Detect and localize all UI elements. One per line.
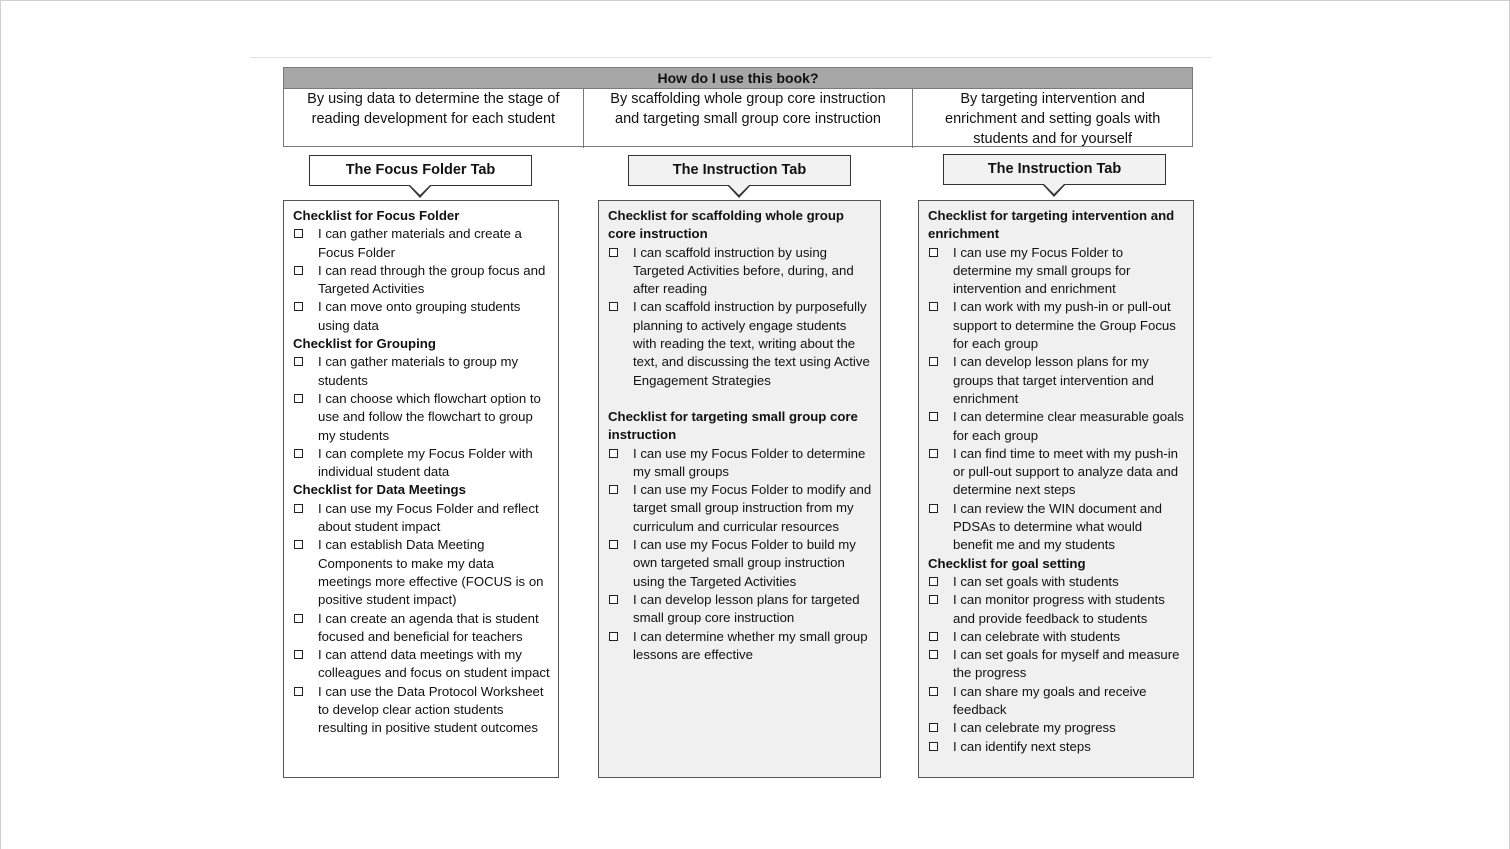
checkbox-icon	[929, 248, 938, 257]
checklist-item: I can use the Data Protocol Worksheet to develop clear action students resulting in positive student outcomes	[293, 683, 550, 738]
usage-table-header: How do I use this book?	[284, 68, 1192, 89]
checklist-item: I can identify next steps	[928, 738, 1185, 756]
tab-instruction-whole-group: The Instruction Tab	[628, 155, 851, 186]
tab-focus-folder: The Focus Folder Tab	[309, 155, 532, 186]
page-frame-top	[0, 0, 1510, 1]
section-spacer	[608, 390, 872, 408]
checklist-heading: Checklist for goal setting	[928, 555, 1086, 571]
checkbox-icon	[294, 357, 303, 366]
checkbox-icon	[929, 449, 938, 458]
page-frame-left	[0, 0, 1, 849]
usage-cell-scaffolding: By scaffolding whole group core instruction and targeting small group core instruction	[583, 89, 913, 148]
checklist-item: I can determine clear measurable goals for each group	[928, 408, 1185, 445]
checklist-item: I can scaffold instruction by using Targeted Activities before, during, and after reading	[608, 244, 872, 299]
checkbox-icon	[294, 449, 303, 458]
checkbox-icon	[294, 650, 303, 659]
checklist-item: I can determine whether my small group lessons are effective	[608, 628, 872, 665]
checklist-item: I can scaffold instruction by purposefully planning to actively engage students with reading the text, writing about the text, and discussing the text using Active Engagement Strategies	[608, 298, 872, 389]
checkbox-icon	[609, 302, 618, 311]
checklist-item: I can set goals for myself and measure the progress	[928, 646, 1185, 683]
checklist-item: I can move onto grouping students using data	[293, 298, 550, 335]
usage-table	[283, 67, 1193, 147]
checklist-item: I can attend data meetings with my colleagues and focus on student impact	[293, 646, 550, 683]
checklist-item: I can set goals with students	[928, 573, 1185, 591]
checkbox-icon	[294, 266, 303, 275]
checklist-item: I can develop lesson plans for targeted small group core instruction	[608, 591, 872, 628]
checkbox-icon	[294, 302, 303, 311]
checkbox-icon	[609, 248, 618, 257]
checkbox-icon	[609, 595, 618, 604]
checklist-item: I can gather materials to group my students	[293, 353, 550, 390]
checkbox-icon	[929, 650, 938, 659]
checkbox-icon	[294, 229, 303, 238]
checklist-item: I can review the WIN document and PDSAs to determine what would benefit me and my students	[928, 500, 1185, 555]
checklist-item: I can use my Focus Folder to build my own targeted small group instruction using the Targeted Activities	[608, 536, 872, 591]
checklist-item: I can create an agenda that is student focused and beneficial for teachers	[293, 610, 550, 647]
page-header-rule	[250, 57, 1212, 58]
checklist-column-whole-group	[598, 200, 881, 778]
checklist-item: I can use my Focus Folder to determine my small groups for intervention and enrichment	[928, 244, 1185, 299]
checkbox-icon	[929, 302, 938, 311]
checklist-heading: Checklist for Grouping	[293, 336, 436, 352]
checklist-item: I can complete my Focus Folder with individual student data	[293, 445, 550, 482]
checklist-heading: Checklist for scaffolding whole group core instruction	[608, 208, 844, 242]
checklist-item: I can gather materials and create a Focus Folder	[293, 225, 550, 262]
checklist-item: I can use my Focus Folder and reflect about student impact	[293, 500, 550, 537]
checkbox-icon	[609, 540, 618, 549]
checklist-heading: Checklist for Focus Folder	[293, 208, 460, 223]
checkbox-icon	[294, 614, 303, 623]
checklist-heading: Checklist for targeting intervention and enrichment	[928, 208, 1175, 242]
checkbox-icon	[294, 394, 303, 403]
checkbox-icon	[929, 412, 938, 421]
checkbox-icon	[929, 577, 938, 586]
checklist-item: I can work with my push-in or pull-out support to determine the Group Focus for each group	[928, 298, 1185, 353]
checklist-column-focus-folder	[283, 200, 559, 778]
checkbox-icon	[609, 485, 618, 494]
usage-cell-intervention: By targeting intervention and enrichment and setting goals with students and for yourself	[912, 89, 1192, 148]
checklist-item: I can use my Focus Folder to determine my small groups	[608, 445, 872, 482]
checkbox-icon	[609, 632, 618, 641]
checklist-heading: Checklist for Data Meetings	[293, 482, 466, 498]
checklist-item: I can celebrate my progress	[928, 719, 1185, 737]
tab-instruction-intervention: The Instruction Tab	[943, 154, 1166, 185]
checklist-item: I can choose which flowchart option to use and follow the flowchart to group my students	[293, 390, 550, 445]
checklist-heading: Checklist for targeting small group core instruction	[608, 408, 858, 443]
checkbox-icon	[929, 742, 938, 751]
usage-table-row	[284, 89, 1192, 148]
checklist-item: I can share my goals and receive feedback	[928, 683, 1185, 720]
checkbox-icon	[609, 449, 618, 458]
checklist-item: I can celebrate with students	[928, 628, 1185, 646]
checklist-item: I can read through the group focus and Targeted Activities	[293, 262, 550, 299]
checklist-item: I can develop lesson plans for my groups that target intervention and enrichment	[928, 353, 1185, 408]
checkbox-icon	[294, 540, 303, 549]
checkbox-icon	[294, 504, 303, 513]
checkbox-icon	[929, 723, 938, 732]
checkbox-icon	[929, 504, 938, 513]
checkbox-icon	[929, 357, 938, 366]
checkbox-icon	[294, 687, 303, 696]
checklist-item: I can find time to meet with my push-in or pull-out support to analyze data and determine next steps	[928, 445, 1185, 500]
checkbox-icon	[929, 632, 938, 641]
checklist-item: I can monitor progress with students and provide feedback to students	[928, 591, 1185, 628]
checklist-item: I can use my Focus Folder to modify and target small group instruction from my curriculum and curricular resources	[608, 481, 872, 536]
checklist-item: I can establish Data Meeting Components to make my data meetings more effective (FOCUS is on positive student impact)	[293, 536, 550, 609]
checkbox-icon	[929, 687, 938, 696]
usage-cell-data: By using data to determine the stage of reading development for each student	[307, 91, 560, 127]
checklist-column-intervention	[918, 200, 1194, 778]
checkbox-icon	[929, 595, 938, 604]
